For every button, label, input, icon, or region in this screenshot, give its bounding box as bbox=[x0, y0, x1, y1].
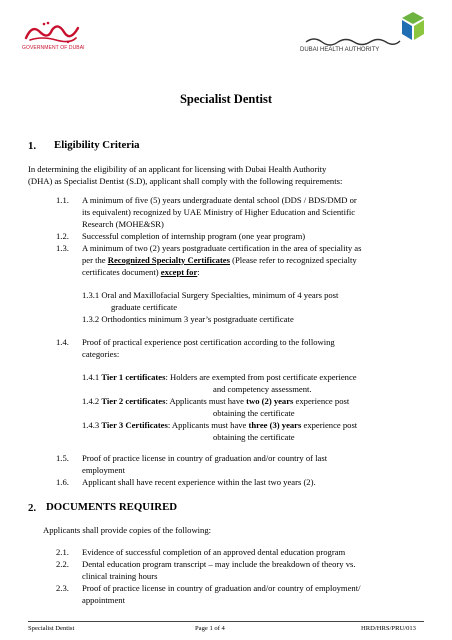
item-1-4-line-1: Proof of practical experience post certification according to the following bbox=[82, 337, 335, 347]
item-2-2-line-2: clinical training hours bbox=[82, 571, 158, 581]
except-for-text: except for bbox=[160, 267, 198, 277]
item-2-3-line-2: appointment bbox=[82, 595, 125, 605]
subitem-1-3-1-line-1: 1.3.1 Oral and Maxillofacial Surgery Specialties, minimum of 4 years post bbox=[82, 290, 339, 300]
item-2-2-line-1: Dental education program transcript – may include the breakdown of theory vs. bbox=[82, 559, 356, 569]
item-1-5-line-1: Proof of practice license in country of graduation and/or country of last bbox=[82, 453, 328, 463]
dha-arabic-wordmark-icon bbox=[302, 34, 402, 46]
item-1-5-number: 1.5. bbox=[56, 453, 69, 463]
colon-text: : bbox=[197, 267, 200, 277]
footer-document-code: HRD/HRS/PRU/013 bbox=[361, 625, 416, 632]
tier-3-text-a: : Applicants must have bbox=[167, 420, 249, 430]
government-of-dubai-calligraphy-icon bbox=[22, 18, 82, 44]
item-2-1-number: 2.1. bbox=[56, 547, 69, 557]
section-1-heading: Eligibility Criteria bbox=[54, 139, 140, 151]
tier-1-label: Tier 1 certificates bbox=[101, 372, 166, 382]
item-1-4-number: 1.4. bbox=[56, 337, 69, 347]
section-2-heading: DOCUMENTS REQUIRED bbox=[46, 501, 178, 513]
item-2-2-number: 2.2. bbox=[56, 559, 69, 569]
item-2-3-number: 2.3. bbox=[56, 583, 69, 593]
tier-2-years: two (2) years bbox=[246, 396, 294, 406]
recognized-specialty-certificates-link[interactable]: Recognized Specialty Certificates bbox=[107, 255, 230, 265]
footer-page-number: Page 1 of 4 bbox=[195, 625, 225, 632]
item-1-1-line-2: its equivalent) recognized by UAE Ministry of Higher Education and Scientific bbox=[82, 207, 356, 217]
footer-divider bbox=[28, 621, 424, 622]
item-1-3-per-text: per the bbox=[82, 255, 108, 265]
subitem-1-3-2: 1.3.2 Orthodontics minimum 3 year’s postgraduate certificate bbox=[82, 314, 294, 324]
section-2-number: 2. bbox=[28, 502, 37, 514]
tier-1-line-1 bbox=[82, 372, 357, 384]
intro-line-1: In determining the eligibility of an applicant for licensing with Dubai Health Authority bbox=[28, 164, 327, 174]
page-title: Specialist Dentist bbox=[179, 92, 272, 106]
footer-document-name: Specialist Dentist bbox=[28, 625, 75, 632]
tier-2-line-1 bbox=[82, 396, 349, 408]
tier-2-text-c: experience post bbox=[293, 396, 350, 406]
dha-text: DUBAI HEALTH AUTHORITY bbox=[300, 47, 380, 53]
tier-2-number: 1.4.2 bbox=[82, 396, 102, 406]
government-of-dubai-text: GOVERNMENT OF DUBAI bbox=[22, 45, 85, 51]
tier-2-label: Tier 2 certificates bbox=[101, 396, 166, 406]
tier-1-line-2: and competency assessment. bbox=[213, 384, 312, 394]
item-1-3-number: 1.3. bbox=[56, 243, 69, 253]
item-1-6-number: 1.6. bbox=[56, 477, 69, 487]
section-2-intro: Applicants shall provide copies of the following: bbox=[43, 525, 212, 535]
item-1-6-line-1: Applicant shall have recent experience within the last two years (2). bbox=[82, 477, 316, 487]
item-2-3-line-1: Proof of practice license in country of graduation and/or country of employment/ bbox=[82, 583, 361, 593]
item-1-3-line-3 bbox=[82, 267, 200, 279]
tier-3-line-2: obtaining the certificate bbox=[213, 432, 295, 442]
section-1-number: 1. bbox=[28, 140, 37, 152]
item-1-1-line-1: A minimum of five (5) years undergraduate dental school (DDS / BDS/DMD or bbox=[82, 195, 357, 205]
item-1-5-line-2: employment bbox=[82, 465, 125, 475]
dubai-health-authority-logo bbox=[300, 10, 435, 62]
item-1-3-doc-text: certificates document) bbox=[82, 267, 161, 277]
tier-3-years: three (3) years bbox=[248, 420, 302, 430]
tier-1-number: 1.4.1 bbox=[82, 372, 102, 382]
item-1-4-line-2: categories: bbox=[82, 349, 120, 359]
tier-3-line-1 bbox=[82, 420, 357, 432]
intro-line-2: (DHA) as Specialist Dentist (S.D), applicant shall comply with the following requirements: bbox=[28, 176, 343, 186]
dha-emblem-icon bbox=[398, 10, 428, 42]
item-1-1-line-3: Research (MOHE&SR) bbox=[82, 219, 164, 229]
item-1-2-number: 1.2. bbox=[56, 231, 69, 241]
tier-3-text-c: experience post bbox=[301, 420, 358, 430]
item-1-3-line-1: A minimum of two (2) years postgraduate certification in the area of speciality as bbox=[82, 243, 362, 253]
item-1-3-refer-text: (Please refer to recognized specialty bbox=[229, 255, 357, 265]
item-2-1-line-1: Evidence of successful completion of an approved dental education program bbox=[82, 547, 346, 557]
tier-2-text-a: : Applicants must have bbox=[165, 396, 247, 406]
item-1-3-line-2 bbox=[82, 255, 357, 267]
item-1-1-number: 1.1. bbox=[56, 195, 69, 205]
tier-2-line-2: obtaining the certificate bbox=[213, 408, 295, 418]
subitem-1-3-1-line-2: graduate certificate bbox=[111, 302, 178, 312]
government-of-dubai-logo bbox=[22, 18, 85, 54]
tier-3-number: 1.4.3 bbox=[82, 420, 102, 430]
tier-1-text: : Holders are exempted from post certificate experience bbox=[165, 372, 357, 382]
tier-3-label: Tier 3 Certificates bbox=[101, 420, 168, 430]
item-1-2-line-1: Successful completion of internship program (one year program) bbox=[82, 231, 306, 241]
